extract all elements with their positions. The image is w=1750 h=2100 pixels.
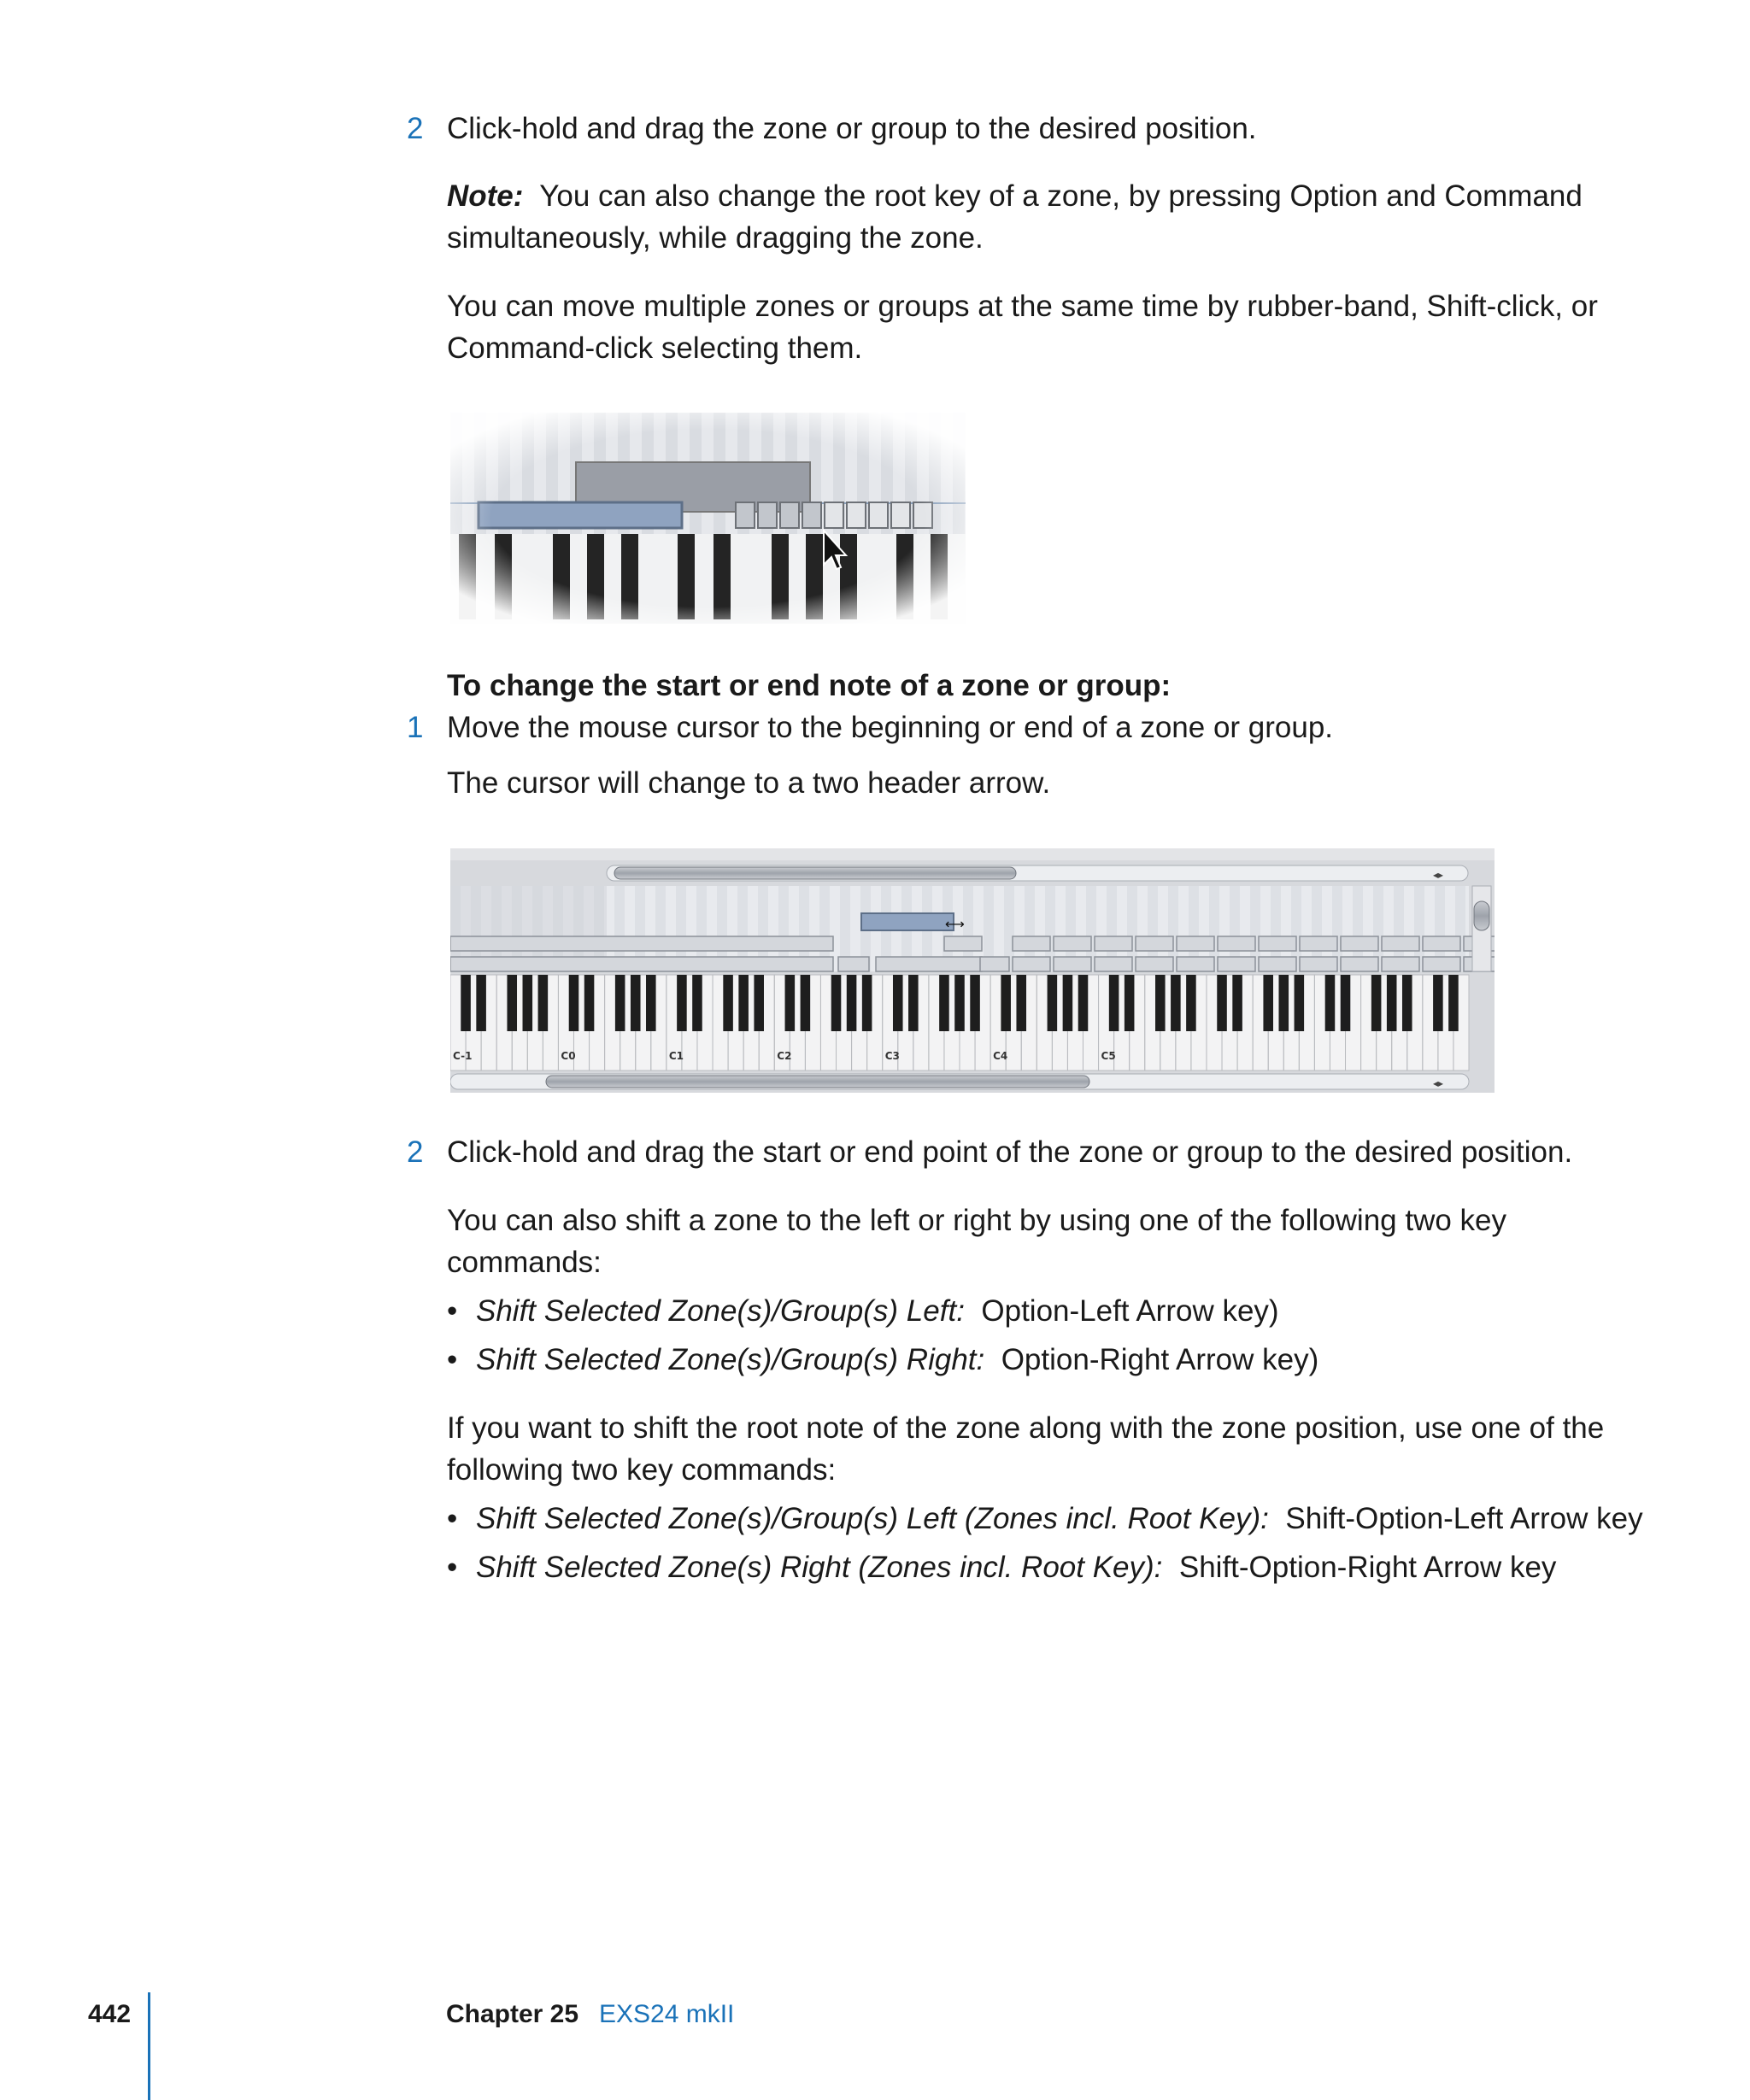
black-key xyxy=(523,975,533,1031)
key-command-name: Shift Selected Zone(s)/Group(s) Left: xyxy=(476,1294,965,1328)
root-intro-paragraph: If you want to shift the root note of the zone along with the zone position, use one of the following two key commands: xyxy=(447,1411,1605,1487)
black-key xyxy=(1063,975,1073,1031)
octave-label: C-1 xyxy=(453,1050,473,1062)
zone-box[interactable] xyxy=(838,957,869,971)
key-command-name: Shift Selected Zone(s)/Group(s) Right: xyxy=(476,1343,985,1376)
zone-box[interactable] xyxy=(1054,957,1091,971)
black-key xyxy=(1016,975,1026,1031)
zone-box[interactable] xyxy=(1218,957,1255,971)
black-key xyxy=(785,975,796,1031)
zone-resize-figure xyxy=(450,848,1495,1093)
black-key xyxy=(692,975,702,1031)
black-key xyxy=(1078,975,1089,1031)
black-key xyxy=(615,975,625,1031)
multi-select-paragraph: You can move multiple zones or groups at the same time by rubber-band, Shift-click, or Command-click selecting them. xyxy=(447,290,1598,365)
black-key xyxy=(939,975,949,1031)
black-key xyxy=(1217,975,1227,1031)
zone-box[interactable] xyxy=(1259,957,1296,971)
chapter-label: Chapter 25 xyxy=(446,2000,579,2028)
black-key xyxy=(1155,975,1166,1031)
key-command-keys: Option-Right Arrow key) xyxy=(1001,1343,1319,1376)
black-key xyxy=(1171,975,1181,1031)
black-key xyxy=(954,975,965,1031)
shift-intro-paragraph: You can also shift a zone to the left or right by using one of the following two key commands: xyxy=(447,1204,1507,1279)
step-text: Click-hold and drag the zone or group to the desired position. xyxy=(447,112,1257,145)
bullet-text xyxy=(476,1546,1556,1588)
zone-box[interactable] xyxy=(980,957,1009,971)
zone-box[interactable] xyxy=(1177,936,1214,951)
black-key xyxy=(862,975,872,1031)
black-key xyxy=(1232,975,1242,1031)
black-key xyxy=(1263,975,1273,1031)
zone-drag-figure xyxy=(450,413,966,624)
zone-box[interactable] xyxy=(1177,957,1214,971)
zone-box[interactable] xyxy=(1054,936,1091,951)
black-key xyxy=(1448,975,1459,1031)
note-paragraph xyxy=(447,175,1609,259)
black-key xyxy=(1325,975,1336,1031)
black-key xyxy=(908,975,919,1031)
chapter-title: EXS24 mkII xyxy=(599,2000,735,2028)
step-number: 1 xyxy=(407,711,424,744)
black-key xyxy=(631,975,641,1031)
svg-text:⟷: ⟷ xyxy=(945,916,965,932)
black-key xyxy=(831,975,842,1031)
black-key xyxy=(801,975,811,1031)
bullet-text xyxy=(476,1498,1643,1540)
octave-label: C0 xyxy=(561,1050,576,1062)
key-command-keys: Shift-Option-Left Arrow key xyxy=(1285,1502,1643,1535)
black-key xyxy=(738,975,749,1031)
black-key xyxy=(461,975,471,1031)
zone-box[interactable] xyxy=(450,957,833,971)
black-key xyxy=(847,975,857,1031)
bullet-dot: • xyxy=(447,1502,458,1535)
octave-label: C5 xyxy=(1101,1050,1116,1062)
black-key xyxy=(1341,975,1351,1031)
note-text: You can also change the root key of a zone, by pressing Option and Command simultaneously, while dragging the zone. xyxy=(447,179,1583,255)
octave-label: C2 xyxy=(777,1050,792,1062)
black-key xyxy=(723,975,733,1031)
zone-box[interactable] xyxy=(1218,936,1255,951)
zone-box[interactable] xyxy=(1136,957,1173,971)
key-command-keys: Option-Left Arrow key) xyxy=(981,1294,1279,1328)
zone-box[interactable] xyxy=(1341,936,1378,951)
black-key xyxy=(538,975,549,1031)
black-key xyxy=(1433,975,1443,1031)
bullet-dot: • xyxy=(447,1551,458,1584)
bullet-text xyxy=(476,1290,1279,1332)
black-key xyxy=(1048,975,1058,1031)
step-text: Move the mouse cursor to the beginning or end of a zone or group. xyxy=(447,711,1334,744)
task-subheading: To change the start or end note of a zone or group: xyxy=(447,669,1172,702)
page-number: 442 xyxy=(88,2000,132,2028)
key-command-name: Shift Selected Zone(s)/Group(s) Left (Zones incl. Root Key): xyxy=(476,1502,1269,1535)
step-text: Click-hold and drag the start or end point of the zone or group to the desired position. xyxy=(447,1135,1573,1169)
zone-box[interactable] xyxy=(1095,936,1132,951)
black-key xyxy=(1402,975,1412,1031)
zone-box[interactable] xyxy=(944,936,982,951)
black-key xyxy=(893,975,903,1031)
key-command-keys: Shift-Option-Right Arrow key xyxy=(1178,1551,1557,1584)
zone-box[interactable] xyxy=(1300,936,1337,951)
octave-label: C4 xyxy=(993,1050,1008,1062)
step-number: 2 xyxy=(407,112,424,145)
zone-box[interactable] xyxy=(1423,936,1460,951)
black-key xyxy=(1186,975,1196,1031)
zone-box[interactable] xyxy=(1013,936,1050,951)
footer-divider xyxy=(148,1992,150,2100)
black-key xyxy=(1125,975,1135,1031)
zone-box[interactable] xyxy=(1341,957,1378,971)
bullet-dot: • xyxy=(447,1294,458,1328)
zone-box[interactable] xyxy=(1136,936,1173,951)
zone-drag-illustration xyxy=(450,413,966,624)
black-key xyxy=(584,975,595,1031)
svg-text:◂▸: ◂▸ xyxy=(1433,869,1444,881)
black-key xyxy=(646,975,656,1031)
black-key xyxy=(677,975,687,1031)
svg-text:◂▸: ◂▸ xyxy=(1433,1077,1444,1089)
note-label: Note: xyxy=(447,179,524,213)
black-key xyxy=(476,975,486,1031)
black-key xyxy=(1295,975,1305,1031)
black-key xyxy=(970,975,980,1031)
zone-box[interactable] xyxy=(1382,957,1419,971)
black-key xyxy=(507,975,517,1031)
zone-box[interactable] xyxy=(450,936,833,951)
black-key xyxy=(1387,975,1397,1031)
black-key xyxy=(1371,975,1382,1031)
black-key xyxy=(569,975,579,1031)
octave-label: C3 xyxy=(884,1050,900,1062)
zone-box[interactable] xyxy=(1423,957,1460,971)
octave-label: C1 xyxy=(668,1050,684,1062)
key-command-name: Shift Selected Zone(s) Right (Zones incl. Root Key): xyxy=(476,1551,1163,1584)
step-number: 2 xyxy=(407,1135,424,1169)
zone-box[interactable] xyxy=(1300,957,1337,971)
bullet-dot: • xyxy=(447,1343,458,1376)
black-key xyxy=(1109,975,1119,1031)
cursor-paragraph: The cursor will change to a two header arrow. xyxy=(447,766,1051,800)
black-key xyxy=(1001,975,1011,1031)
keyboard-zone-editor xyxy=(450,848,1495,1093)
bullet-text xyxy=(476,1339,1318,1381)
black-key xyxy=(1278,975,1289,1031)
black-key xyxy=(754,975,764,1031)
zone-box[interactable] xyxy=(1095,957,1132,971)
zone-box[interactable] xyxy=(1013,957,1050,971)
zone-box[interactable] xyxy=(876,957,982,971)
zone-box[interactable] xyxy=(1382,936,1419,951)
zone-box[interactable] xyxy=(1259,936,1296,951)
